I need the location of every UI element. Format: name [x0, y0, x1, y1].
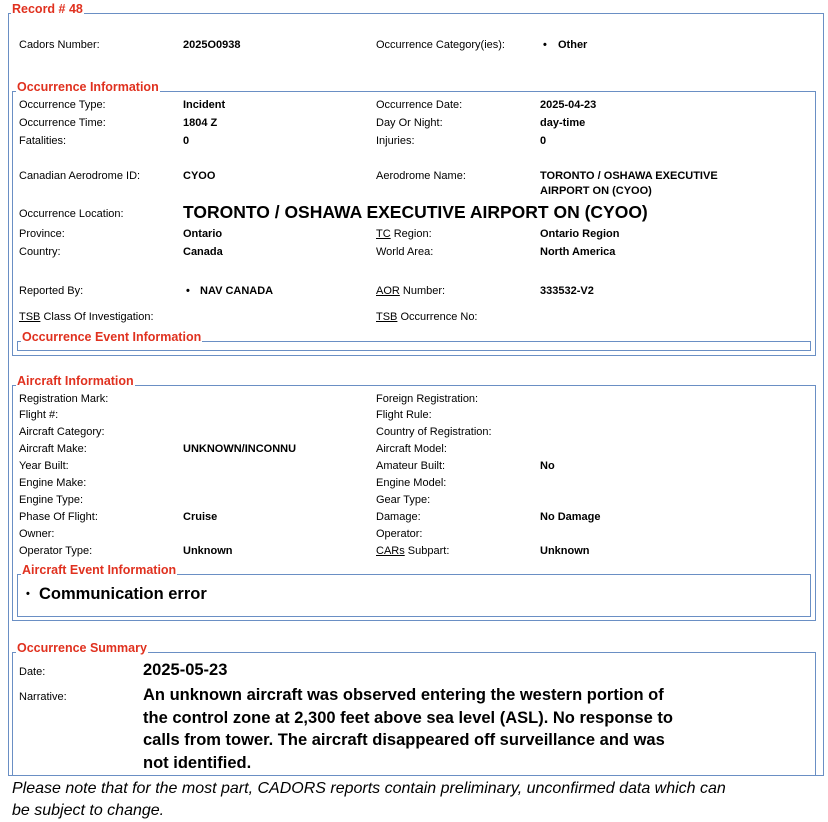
narrative-label: Narrative:	[19, 691, 67, 703]
reported-by-value: NAV CANADA	[200, 285, 274, 297]
disclaimer-line: Please note that for the most part, CADORS reports contain preliminary, unconfirmed data which can	[12, 780, 726, 797]
summary-date-label: Date:	[19, 666, 46, 678]
aerodrome-name-value-line2: AIRPORT ON (CYOO)	[540, 185, 652, 197]
occurrence-type-label: Occurrence Type:	[19, 99, 106, 111]
narrative-line: the control zone at 2,300 feet above sea level (ASL). No response to	[143, 708, 673, 727]
disclaimer-line: be subject to change.	[12, 802, 165, 819]
damage-label: Damage:	[376, 511, 421, 523]
foreign-registration-label: Foreign Registration:	[376, 393, 479, 405]
tsb-occurrence-no-label-text: Occurrence No:	[397, 311, 478, 323]
day-or-night-value: day-time	[540, 117, 586, 129]
aor-abbr: AOR	[376, 285, 400, 297]
aerodrome-name-value-line1: TORONTO / OSHAWA EXECUTIVE	[540, 170, 718, 182]
registration-mark-label: Registration Mark:	[19, 393, 109, 405]
bullet-icon: •	[543, 39, 547, 51]
cadors-number-label: Cadors Number:	[19, 39, 100, 51]
aircraft-event-item: Communication error	[39, 585, 207, 603]
occurrence-location-value: TORONTO / OSHAWA EXECUTIVE AIRPORT ON (CYOO)	[183, 202, 648, 222]
tc-abbr: TC	[376, 228, 391, 240]
aor-number-label	[376, 285, 445, 298]
occurrence-date-value: 2025-04-23	[540, 99, 597, 111]
day-or-night-label: Day Or Night:	[376, 117, 443, 129]
year-built-label: Year Built:	[19, 460, 69, 472]
narrative-line: calls from tower. The aircraft disappeared off surveillance and was	[143, 731, 665, 749]
province-value: Ontario	[183, 228, 223, 240]
engine-make-label: Engine Make:	[19, 477, 87, 489]
aerodrome-id-value: CYOO	[183, 170, 216, 182]
bullet-icon: •	[26, 588, 30, 600]
aircraft-event-legend: Aircraft Event Information	[22, 563, 177, 577]
amateur-built-value: No	[540, 460, 555, 472]
occurrence-category-label: Occurrence Category(ies):	[376, 39, 505, 51]
tsb-occurrence-no-label	[376, 311, 478, 324]
cadors-number-value: 2025O0938	[183, 39, 241, 51]
tsb-class-label	[19, 311, 154, 324]
aor-number-value: 333532-V2	[540, 285, 594, 297]
phase-of-flight-label: Phase Of Flight:	[19, 511, 98, 523]
bullet-icon: •	[186, 285, 190, 297]
aircraft-make-value: UNKNOWN/INCONNU	[183, 443, 297, 455]
occurrence-category-value: Other	[558, 39, 588, 51]
fatalities-value: 0	[183, 135, 190, 147]
tsb-abbr: TSB	[376, 311, 398, 323]
engine-type-label: Engine Type:	[19, 494, 84, 506]
engine-model-label: Engine Model:	[376, 477, 447, 489]
narrative-line: An unknown aircraft was observed entering the western portion of	[143, 686, 664, 704]
injuries-label: Injuries:	[376, 135, 415, 147]
occurrence-summary-legend: Occurrence Summary	[17, 641, 147, 655]
occurrence-time-value: 1804 Z	[183, 117, 218, 129]
tc-region-value: Ontario Region	[540, 228, 620, 240]
aor-label-text: Number:	[399, 285, 446, 297]
owner-label: Owner:	[19, 528, 55, 540]
aerodrome-id-label: Canadian Aerodrome ID:	[19, 170, 141, 182]
operator-type-label: Operator Type:	[19, 545, 93, 557]
aircraft-model-label: Aircraft Model:	[376, 443, 447, 455]
narrative-line: not identified.	[143, 753, 252, 772]
occurrence-type-value: Incident	[183, 99, 226, 111]
cars-subpart-value: Unknown	[540, 545, 590, 557]
damage-value: No Damage	[540, 511, 601, 523]
flight-rule-label: Flight Rule:	[376, 409, 432, 421]
reported-by-label: Reported By:	[19, 285, 84, 297]
occurrence-event-legend: Occurrence Event Information	[22, 330, 202, 344]
tc-region-label	[376, 228, 432, 241]
fatalities-label: Fatalities:	[19, 135, 67, 147]
phase-of-flight-value: Cruise	[183, 511, 218, 523]
province-label: Province:	[19, 228, 65, 240]
tsb-abbr: TSB	[19, 311, 41, 323]
summary-date-value: 2025-05-23	[143, 661, 228, 679]
injuries-value: 0	[540, 135, 547, 147]
occurrence-info-legend: Occurrence Information	[17, 80, 159, 94]
aircraft-category-label: Aircraft Category:	[19, 426, 105, 438]
narrative-text	[143, 684, 733, 774]
country-label: Country:	[19, 246, 61, 258]
tsb-class-label-text: Class Of Investigation:	[40, 311, 154, 323]
country-value: Canada	[183, 246, 223, 258]
tc-region-label-text: Region:	[390, 228, 432, 240]
occurrence-time-label: Occurrence Time:	[19, 117, 106, 129]
occurrence-location-label: Occurrence Location:	[19, 208, 124, 220]
cars-subpart-label	[376, 545, 449, 558]
occurrence-date-label: Occurrence Date:	[376, 99, 463, 111]
operator-label: Operator:	[376, 528, 423, 540]
operator-type-value: Unknown	[183, 545, 233, 557]
aerodrome-name-label: Aerodrome Name:	[376, 170, 466, 182]
cars-abbr: CARs	[376, 545, 405, 557]
country-of-registration-label: Country of Registration:	[376, 426, 492, 438]
disclaimer-note	[12, 778, 822, 822]
flight-number-label: Flight #:	[19, 409, 59, 421]
world-area-label: World Area:	[376, 246, 434, 258]
gear-type-label: Gear Type:	[376, 494, 431, 506]
world-area-value: North America	[540, 246, 616, 258]
record-title: Record # 48	[12, 2, 83, 16]
cars-subpart-label-text: Subpart:	[404, 545, 450, 557]
aircraft-make-label: Aircraft Make:	[19, 443, 87, 455]
amateur-built-label: Amateur Built:	[376, 460, 446, 472]
aircraft-info-legend: Aircraft Information	[17, 374, 134, 388]
